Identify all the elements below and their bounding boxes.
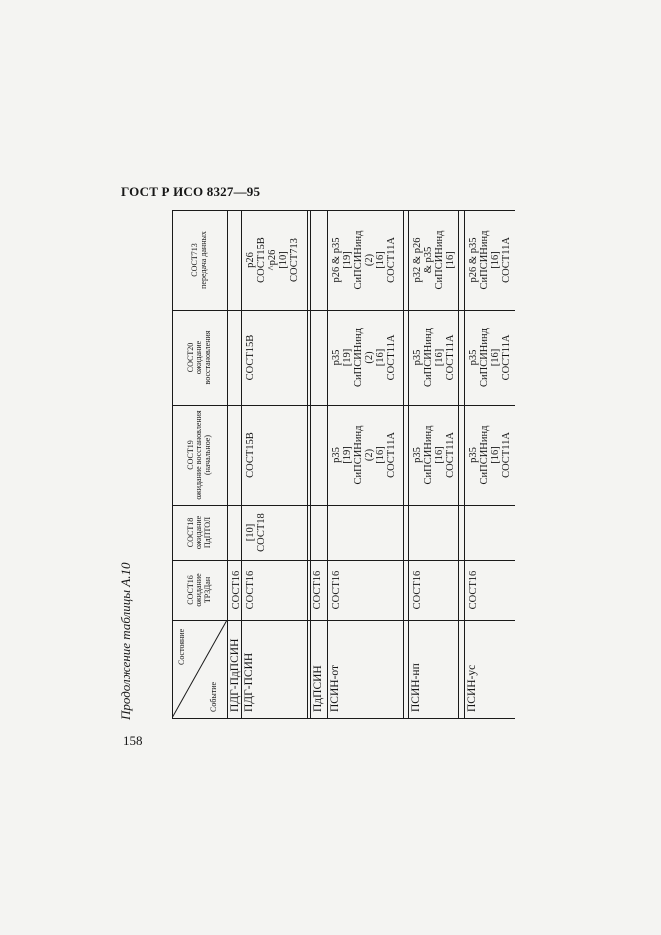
- table-cell-line: р35: [331, 349, 342, 366]
- table-cell-line: СОСТ15В: [245, 432, 256, 478]
- table-cell-line: [16]: [434, 446, 445, 464]
- table-cell-line: СОСТ16: [412, 570, 423, 610]
- column-header-line: СОСТ18: [185, 517, 195, 548]
- table-cell-line: (2): [364, 448, 375, 462]
- row-event-label: ПДГ-ПСИН: [243, 652, 255, 712]
- table-cell: [408, 405, 458, 505]
- table-cell: [408, 310, 458, 405]
- table-cell-line: (2): [364, 253, 375, 267]
- table-cell-line: СОСТ16: [331, 570, 342, 610]
- table-cell-line: СОСТ15В: [245, 334, 256, 381]
- table-cell: [241, 310, 307, 405]
- column-header: [172, 310, 227, 405]
- table-cell: [464, 560, 515, 620]
- table-cell: [464, 405, 515, 505]
- table-cell: [227, 560, 241, 620]
- table-cell-line: [16]: [490, 348, 501, 367]
- table-cell-line: СОСТ16: [231, 570, 242, 610]
- table-cell-line: [16]: [375, 446, 386, 464]
- row-separator: [307, 210, 308, 718]
- table-cell: [464, 210, 515, 310]
- column-header-line: передача данных: [198, 231, 208, 289]
- table-cell-line: р35: [412, 447, 423, 463]
- table-cell-line: СОСТ16: [245, 570, 256, 610]
- column-separator: [227, 718, 241, 719]
- table-cell: [241, 405, 307, 505]
- table-cell-line: СОСТ11А: [386, 237, 397, 283]
- column-header-line: ожидание: [194, 573, 204, 607]
- table-cell-line: & р35: [423, 246, 434, 274]
- table-cell: [327, 310, 403, 405]
- table-cell-line: СОСТ11А: [445, 334, 456, 381]
- document-header: ГОСТ Р ИСО 8327—95: [121, 184, 261, 199]
- table-cell-line: СОСТ11А: [501, 432, 512, 478]
- table-cell-line: СиПСИНинд: [479, 230, 490, 290]
- table-cell-line: СОСТ16: [468, 570, 479, 610]
- column-header-line: СОСТ20: [185, 342, 195, 373]
- row-separator: [458, 210, 459, 718]
- column-header: [172, 505, 227, 560]
- table-cell-line: р32 & р26: [412, 237, 423, 283]
- corner-event-label: Событие: [209, 681, 218, 712]
- table-cell-line: р26 & р35: [331, 237, 342, 283]
- table-cell-line: СОСТ15В: [256, 237, 267, 283]
- row-event-label: ПДГ-ПдПСИН: [229, 638, 241, 712]
- column-header-line: ТРЗДан: [202, 576, 212, 604]
- page-number: 158: [123, 733, 143, 748]
- table-cell-line: СОСТ11А: [501, 334, 512, 381]
- table-cell-line: СОСТ11А: [501, 237, 512, 283]
- row-event-label: ПСИН-от: [329, 664, 341, 712]
- table-cell-line: [16]: [490, 446, 501, 464]
- table-cell-line: р26: [245, 252, 256, 268]
- table-cell: [241, 210, 307, 310]
- table-cell-line: (2): [364, 351, 375, 364]
- column-header: [172, 210, 227, 310]
- table-cell: [327, 210, 403, 310]
- table-cell-line: СОСТ713: [289, 238, 300, 282]
- table-cell: [408, 560, 458, 620]
- table-cell-line: СОСТ18: [256, 513, 267, 552]
- table-cell-line: [19]: [342, 446, 353, 464]
- table-cell-line: СиПСИНинд: [423, 328, 434, 387]
- row-event-label: ПСИН-ус: [466, 664, 478, 712]
- table-cell-line: [16]: [375, 348, 386, 367]
- column-header-line: восстановления: [202, 330, 212, 385]
- column-header-line: (начальное): [202, 434, 212, 476]
- table-caption: Продолжение таблицы А.10: [118, 562, 133, 720]
- row-event-label: ПдПСИН: [312, 665, 324, 712]
- table-cell-line: СиПСИНинд: [479, 425, 490, 485]
- column-header: [172, 405, 227, 505]
- table-cell: [241, 560, 307, 620]
- column-header-line: ПдПТОЛ: [202, 516, 212, 549]
- table-cell-line: р26 & р35: [468, 237, 479, 283]
- table-cell: [408, 210, 458, 310]
- column-header-line: СОСТ19: [185, 440, 195, 470]
- table-cell-line: р35: [468, 349, 479, 366]
- table-cell-line: [16]: [490, 251, 501, 269]
- table-cell-line: СиПСИНинд: [353, 328, 364, 387]
- table-cell-line: р35: [331, 447, 342, 463]
- table-cell-line: р35: [412, 349, 423, 366]
- table-cell-line: [19]: [342, 348, 353, 367]
- table-cell-line: СиПСИНинд: [353, 230, 364, 290]
- row-separator: [403, 210, 404, 718]
- table-cell-line: [10]: [245, 523, 256, 542]
- column-header: [172, 560, 227, 620]
- table-cell-line: [16]: [445, 251, 456, 269]
- table-cell-line: СиПСИНинд: [423, 425, 434, 485]
- table-cell-line: р35: [468, 447, 479, 463]
- table-cell-line: СОСТ11А: [386, 432, 397, 478]
- table-cell-line: СиПСИНинд: [479, 328, 490, 387]
- table-cell-line: [16]: [375, 251, 386, 269]
- table-cell-line: СОСТ11А: [445, 432, 456, 478]
- column-header-line: ожидание восстановления: [194, 410, 204, 500]
- table-cell-line: ^р26: [267, 249, 278, 271]
- table-cell-line: [16]: [434, 348, 445, 367]
- table-cell-line: СиПСИНинд: [353, 425, 364, 485]
- column-header-line: СОСТ713: [190, 243, 199, 277]
- row-event-label: ПСИН-нп: [410, 663, 422, 712]
- table-cell-line: СиПСИНинд: [434, 230, 445, 290]
- table-cell: [327, 405, 403, 505]
- column-header-line: СОСТ16: [185, 575, 195, 605]
- table-cell: [327, 560, 403, 620]
- column-header-line: ожидание: [194, 340, 204, 375]
- table-cell-line: СОСТ11А: [386, 334, 397, 381]
- column-header-line: ожидание: [194, 515, 204, 550]
- table-border-bottom: [241, 718, 515, 719]
- corner-state-label: Состояние: [177, 628, 186, 665]
- table-cell: [308, 560, 327, 620]
- table-cell-line: СОСТ16: [312, 570, 323, 610]
- table-cell: [241, 505, 307, 560]
- row-separator: [310, 210, 311, 718]
- table-cell-line: [10]: [278, 251, 289, 269]
- table-cell-line: [19]: [342, 251, 353, 269]
- table-cell: [464, 310, 515, 405]
